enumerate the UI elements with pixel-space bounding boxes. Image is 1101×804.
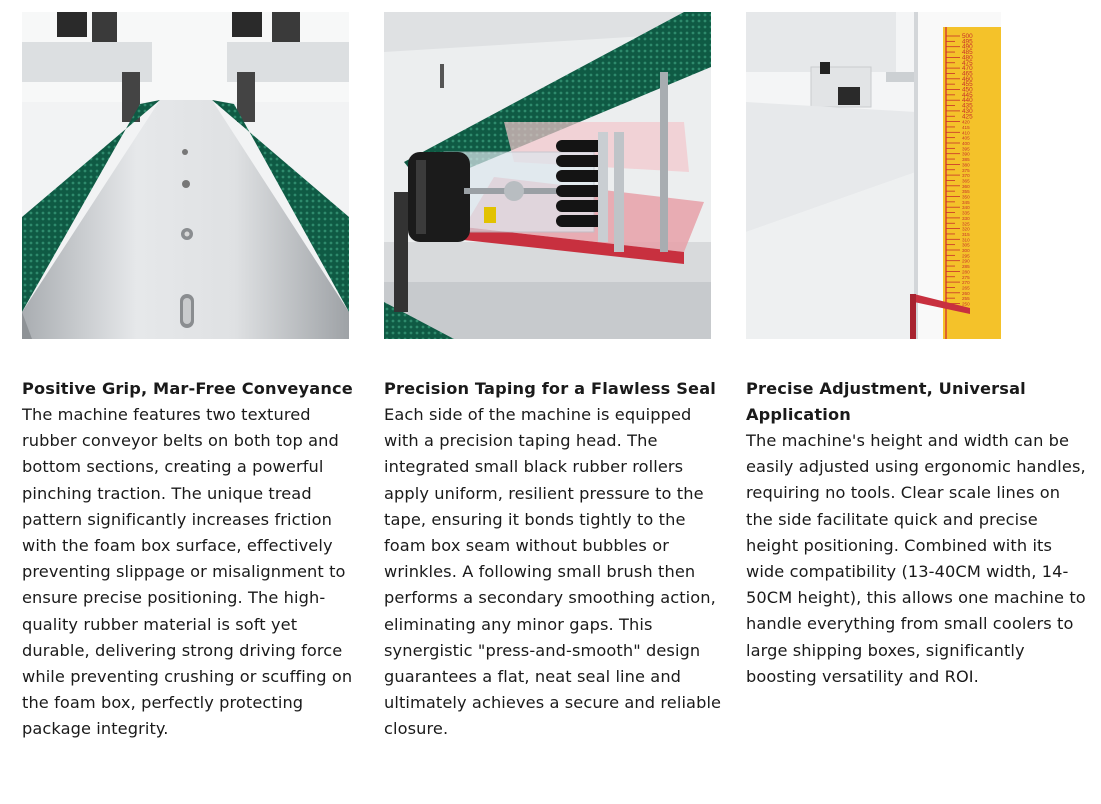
scale-label: 285 [962,264,970,270]
scale-label: 360 [962,183,970,189]
scale-label: 395 [962,146,970,152]
scale-label: 485 [962,49,973,57]
scale-label: 340 [962,205,970,211]
scale-label: 450 [962,86,973,94]
scale-label: 490 [962,43,973,51]
scale-label: 455 [962,81,973,89]
scale-label: 415 [962,124,970,130]
scale-label: 320 [962,226,970,232]
brush-icon [556,132,608,242]
scale-label: 260 [962,290,970,296]
scale-label: 300 [962,248,970,253]
feature-text-conveyor [22,376,362,743]
scale-label: 350 [962,194,970,200]
scale-label: 385 [962,157,970,163]
scale-label: 445 [962,91,973,99]
scale-label: 365 [962,178,970,184]
scale-label: 290 [962,258,970,264]
scale-label: 465 [962,70,973,78]
scale-label: 435 [962,102,973,110]
scale-label: 470 [962,65,973,73]
feature-description: The machine features two textured rubber conveyor belts on both top and bottom sections, creating a powerful pinching traction. The unique tread pattern significantly increases friction with the foam box surface, effectively preventing slippage or misalignment to ensure precise positioning. The high-quality rubber material is soft yet durable, delivering strong driving force while preventing crushing or scuffing on the foam box, perfectly protecting package integrity. [22,405,353,739]
scale-label: 335 [962,210,970,216]
scale-label: 325 [962,221,970,227]
scale-label: 375 [962,167,970,173]
scale-label: 390 [962,151,970,157]
conveyor-belts-photo [22,12,349,339]
scale-label: 345 [962,199,970,205]
scale-label: 330 [962,215,970,221]
feature-card-conveyor [22,12,353,739]
feature-title: Precision Taping for a Flawless Seal [384,379,716,398]
feature-description: Each side of the machine is equipped with a precision taping head. The integrated small black rubber rollers apply uniform, resilient pressure to the tape, ensuring it bonds tightly to the foam box seam without bubbles or wrinkles. A following small brush then performs a secondary smoothing action, eliminating any minor gaps. This synergistic "press-and-smooth" design guarantees a flat, neat seal line and ultimately achieves a secure and reliable closure. [384,405,722,739]
feature-text-taping [384,376,724,743]
scale-label: 295 [962,253,970,259]
scale-label: 420 [962,119,970,125]
feature-text-adjustment [746,376,1086,690]
scale-label: 275 [962,274,970,280]
height-scale-photo [746,12,1073,339]
feature-description: The machine's height and width can be easily adjusted using ergonomic handles, requiring no tools. Clear scale lines on the side facilitate quick and precise height positioning. Combined with its wide compatibility (13-40CM width, 14-50CM height), this allows one machine to handle everything from small coolers to large shipping boxes, significantly boosting versatility and ROI. [746,431,1086,686]
scale-label: 265 [962,285,970,291]
scale-label: 410 [962,130,970,136]
scale-label: 280 [962,269,970,275]
scale-label: 400 [962,141,970,146]
scale-label: 495 [962,38,973,46]
feature-card-taping [384,12,722,739]
taping-head-photo [384,12,711,339]
scale-label: 440 [962,97,973,105]
feature-card-adjustment [746,12,1086,686]
scale-label: 305 [962,242,970,248]
scale-label: 480 [962,54,973,62]
scale-label: 370 [962,173,970,179]
scale-label: 380 [962,162,970,168]
scale-label: 430 [962,107,973,115]
scale-label: 355 [962,189,970,195]
scale-label: 460 [962,75,973,83]
scale-label: 270 [962,280,970,286]
scale-label: 250 [962,301,970,307]
feature-title: Precise Adjustment, Universal Application [746,379,1026,424]
scale-label: 500 [962,33,973,40]
scale-label: 425 [962,113,973,121]
scale-label: 310 [962,237,970,243]
scale-label: 405 [962,135,970,141]
scale-label: 315 [962,231,970,237]
feature-title: Positive Grip, Mar-Free Conveyance [22,379,353,398]
scale-label: 255 [962,296,970,302]
scale-label: 475 [962,59,973,67]
